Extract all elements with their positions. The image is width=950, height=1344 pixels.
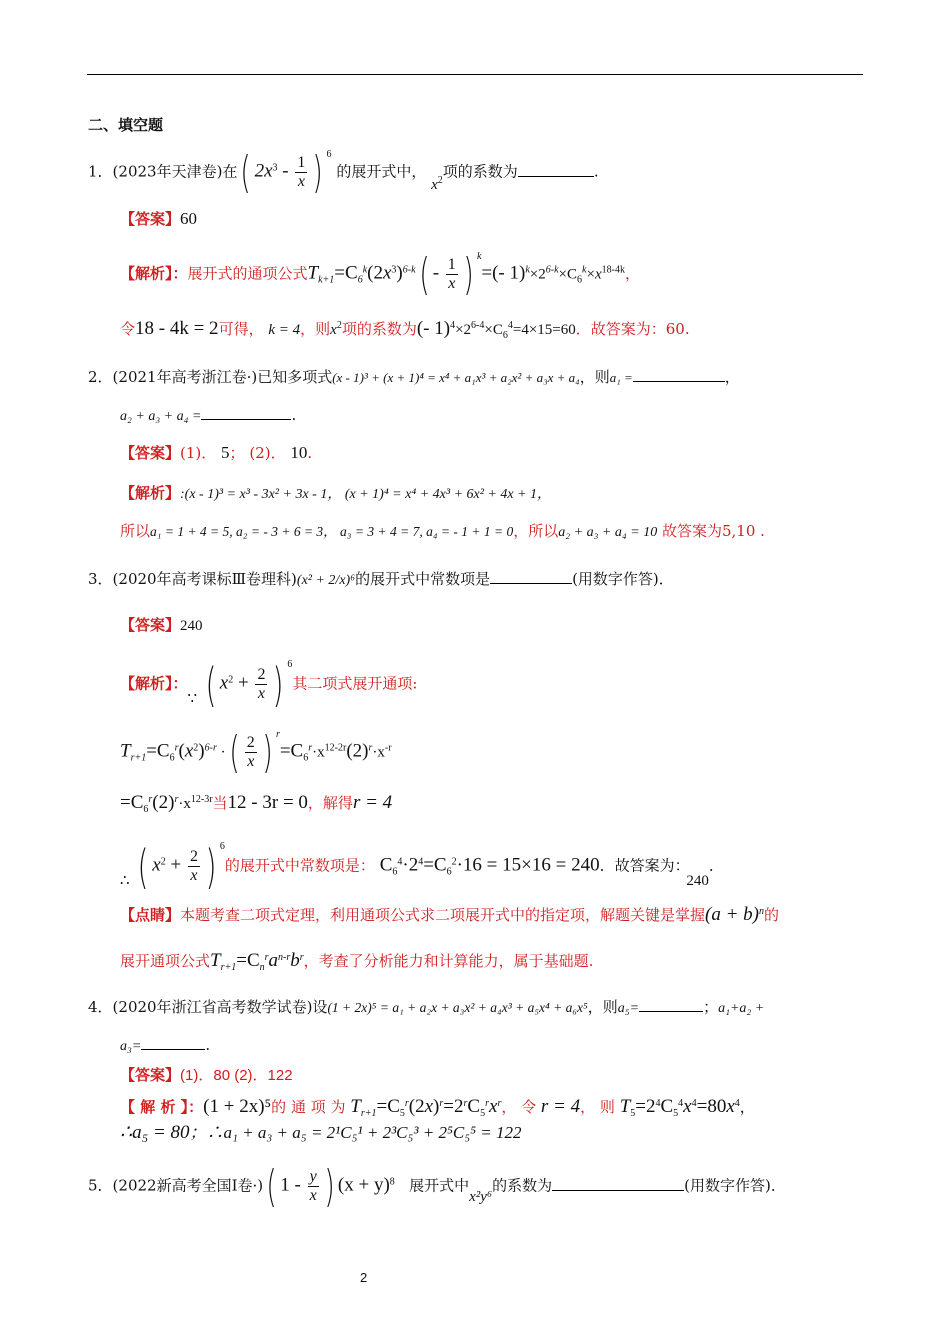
answer-blank <box>639 997 703 1012</box>
question-source: (2021年高考浙江卷·)已知多项式 <box>112 368 333 386</box>
question-number: 4． <box>88 998 113 1016</box>
explanation-3-line-4: ∴ ( $x^2$ + $\frac{2}{x}$ ) $^6$的展开式中常数项是： $C_6^4\cdot 2^4=C_6^2\cdot 16 = 15\times 16 = 240$．故答案为： 240． <box>120 839 724 894</box>
explanation-3: 【解析】：∵ ( $x^2$ + $\frac{2}{x}$ ) $^6$其二项式展开通项: <box>120 657 418 712</box>
question-2: 2．(2021年高考浙江卷·)已知多项式(x - 1)³ + (x + 1)⁴ = x⁴ + a₁x³ + a₂x² + a₃x + a₄，则a₁ = ， <box>88 368 740 386</box>
question-4-line-2: a₃= . <box>120 1036 211 1054</box>
answer-blank <box>201 405 291 420</box>
answer-1: 【答案】60 <box>120 209 198 228</box>
answer-2: 【答案】(1)． 5； (2)． 10. <box>120 443 313 462</box>
question-number: 5． <box>88 1176 113 1195</box>
top-rule <box>87 74 863 75</box>
question-number: 2． <box>88 368 113 386</box>
explanation-2-line-2: 所以a₁ = 1 + 4 = 5, a₂ = - 3 + 6 = 3， a₃ = 3 + 4 = 7, a₄ = - 1 + 1 = 0，所以a₂ + a₃ + a₄ = 10 故答案为5,10 . <box>120 522 765 540</box>
page-number: 2 <box>360 1270 368 1285</box>
question-number: 3． <box>88 570 113 588</box>
question-3: 3．(2020年高考课标Ⅲ卷理科)(x² + 2/x)⁶的展开式中常数项是 (用数字作答)． <box>88 570 674 588</box>
key-point-line-2: 展开通项公式$T_{r+1}=C_n^ra^{n-r}b^r$，考查了分析能力和计算能力，属于基础题. <box>120 950 594 973</box>
question-1: 1．(2023年天津卷)在( $2x^3$ - $\frac{1}{x}$ ) $^6$ 的展开式中， $x^2$项的系数为 . <box>88 146 599 198</box>
answer-blank <box>490 569 572 584</box>
explanation-4-line-2: ∴a₅ = 80；∴a₁ + a₃ + a₅ = 2¹C₅¹ + 2³C₅³ + 2⁵C₅⁵ = 122 <box>120 1122 522 1143</box>
answer-blank <box>633 367 725 382</box>
question-source: (2022新高考全国Ⅰ卷·) <box>112 1176 264 1195</box>
question-number: 1． <box>88 162 113 181</box>
answer-3: 【答案】240 <box>120 616 203 634</box>
answer-blank <box>518 162 594 177</box>
question-5: 5．(2022新高考全国Ⅰ卷·)( 1 - $\frac{y}{x}$ ) $(x + y)^8$ 展开式中x²y⁶的系数为 (用数字作答)． <box>88 1160 786 1212</box>
explanation-1-line-2: 令18 - 4k = 2可得， k = 4，则$x^2$项的系数为(- $1)^4\times 2^{6-4}\times C_6^4=4\times 15=60$．故答案为：60. <box>120 318 690 341</box>
question-2-line-2: a₂ + a₃ + a₄ = . <box>120 406 297 424</box>
explanation-1: 【解析】：展开式的通项公式$T_{k+1}=C_6^k(2x^3)^{6-k}$( - $\frac{1}{x}$ ) $^k$=(- $1)^k\times 2^{6-k}\times C_6^k\times x^{18-4k}$， <box>120 248 640 300</box>
answer-blank <box>141 1035 205 1050</box>
question-4: 4．(2020年浙江省高考数学试卷)设(1 + 2x)⁵ = a₁ + a₂x + a₃x² + a₄x³ + a₅x⁴ + a₆x⁵，则a₅= ；a₁+a₂ + <box>88 998 765 1016</box>
explanation-3-line-2: $T_{r+1}=C_6^r(x^2)^{6-r}$ ·( $\frac{2}{x}$ ) $^r=C_6^r\cdot x^{12-2r}(2)^r\cdot x^{-r}$ <box>120 726 392 778</box>
explanation-2: 【解析】:(x - 1)³ = x³ - 3x² + 3x - 1， (x + 1)⁴ = x⁴ + 4x³ + 6x² + 4x + 1， <box>120 484 552 502</box>
answer-blank <box>552 1176 684 1191</box>
question-source: (2020年浙江省高考数学试卷)设 <box>112 998 328 1016</box>
answer-4: 【答案】(1)．80 (2)．122 <box>120 1066 293 1084</box>
explanation-4: 【 解 析 】：(1 + 2x)⁵的 通 项 为 $T_{r+1}=C_5^r(2x)^r=2^rC_5^rx^r$， 令 r = 4， 则 $T_5=2^4C_5^4x^4=80x^4$， <box>120 1096 755 1119</box>
question-source: (2023年天津卷)在 <box>112 162 238 181</box>
question-source: (2020年高考课标Ⅲ卷理科) <box>112 570 297 588</box>
key-point: 【点睛】本题考查二项式定理，利用通项公式求二项展开式中的指定项，解题关键是掌握$(a + b)^n$的 <box>120 904 780 925</box>
explanation-3-line-3: $=C_6^r(2)^r\cdot x^{12-3r}$当12 - 3r = 0，解得r = 4 <box>120 792 393 815</box>
section-title: 二、填空题 <box>88 116 164 134</box>
fraction: $\frac{1}{x}$ <box>297 154 306 190</box>
